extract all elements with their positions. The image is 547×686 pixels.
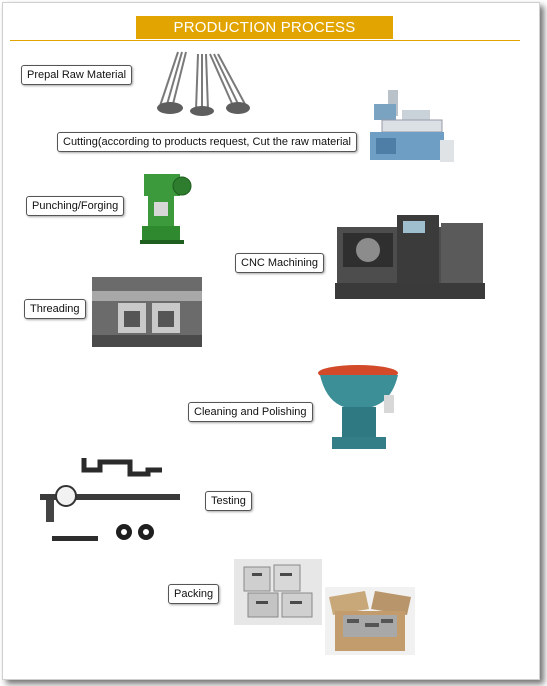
- step-label-testing: Testing: [205, 491, 252, 511]
- packed-parts-bags-image: [234, 559, 322, 625]
- measuring-tools-image: [38, 452, 184, 548]
- step-label-punching: Punching/Forging: [26, 196, 124, 216]
- title-divider: [10, 40, 520, 41]
- punch-press-image: [136, 168, 192, 246]
- page-title: PRODUCTION PROCESS: [136, 16, 393, 39]
- thread-rolling-image: [92, 277, 202, 347]
- raw-material-rods-image: [150, 48, 255, 116]
- wire-cutting-machine-image: [362, 86, 458, 168]
- cnc-lathe-image: [333, 207, 486, 305]
- step-label-cutting: Cutting(according to products request, Cut the raw material: [57, 132, 357, 152]
- packing-box-image: [325, 587, 415, 655]
- step-label-cleaning-polishing: Cleaning and Polishing: [188, 402, 313, 422]
- step-label-packing: Packing: [168, 584, 219, 604]
- step-label-cnc-machining: CNC Machining: [235, 253, 324, 273]
- vibratory-polisher-image: [314, 359, 404, 455]
- step-label-raw-material: Prepal Raw Material: [21, 65, 132, 85]
- step-label-threading: Threading: [24, 299, 86, 319]
